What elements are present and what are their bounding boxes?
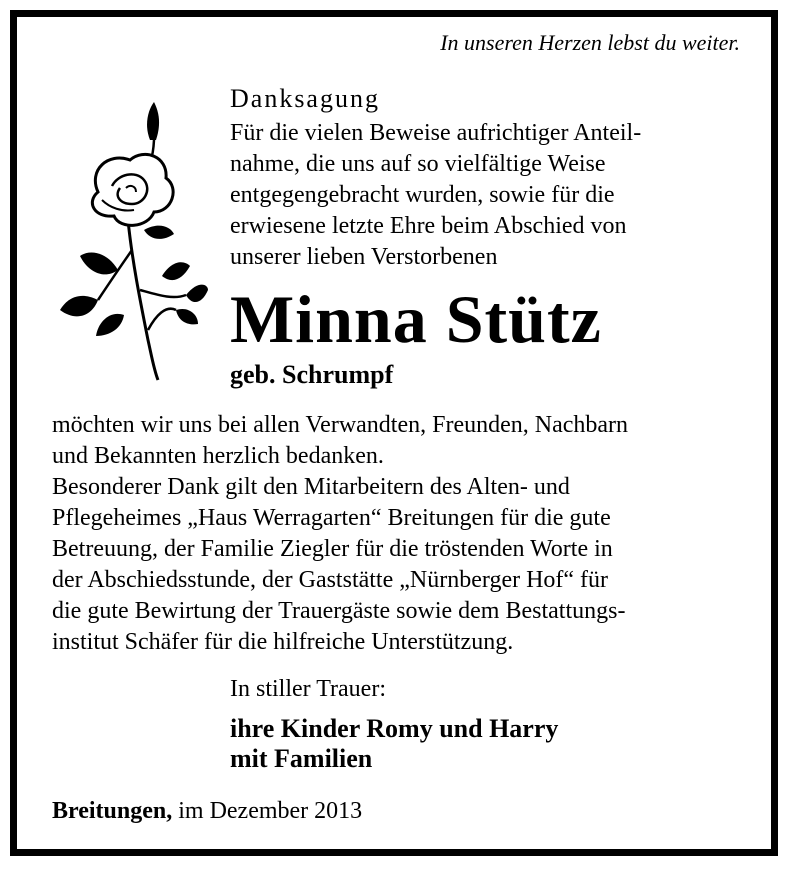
deceased-name: Minna Stütz	[230, 281, 602, 357]
intro-line: entgegengebracht wurden, sowie für die	[230, 182, 615, 208]
signer-line: ihre Kinder Romy und Harry	[230, 714, 559, 743]
heading: Danksagung	[230, 84, 380, 113]
place-date	[52, 798, 362, 825]
body-line: möchten wir uns bei allen Verwandten, Freunden, Nachbarn	[52, 412, 629, 438]
place: Breitungen,	[52, 798, 173, 824]
intro-line: nahme, die uns auf so vielfältige Weise	[230, 151, 606, 177]
thanks-text	[52, 410, 746, 658]
intro-line: Für die vielen Beweise aufrichtiger Anteil-	[230, 120, 642, 146]
rose-icon	[58, 100, 208, 382]
signer-line: mit Familien	[230, 744, 373, 773]
date: im Dezember 2013	[178, 798, 363, 824]
body-line: Pflegeheimes „Haus Werragarten“ Breitungen für die gute	[52, 505, 611, 531]
body-line: institut Schäfer für die hilfreiche Unterstützung.	[52, 629, 514, 655]
motto: In unseren Herzen lebst du weiter.	[440, 30, 740, 55]
intro-text	[230, 118, 746, 273]
signers	[230, 714, 558, 774]
intro-line: unserer lieben Verstorbenen	[230, 244, 498, 270]
body-line: der Abschiedsstunde, der Gaststätte „Nürnberger Hof“ für	[52, 567, 609, 593]
body-line: Besonderer Dank gilt den Mitarbeitern des Alten- und	[52, 474, 570, 500]
mourning-label: In stiller Trauer:	[230, 676, 386, 702]
body-line: und Bekannten herzlich bedanken.	[52, 443, 384, 469]
maiden-name: geb. Schrumpf	[230, 360, 394, 389]
intro-line: erwiesene letzte Ehre beim Abschied von	[230, 213, 627, 239]
body-line: die gute Bewirtung der Trauergäste sowie dem Bestattungs-	[52, 598, 626, 624]
body-line: Betreuung, der Familie Ziegler für die tröstenden Worte in	[52, 536, 613, 562]
